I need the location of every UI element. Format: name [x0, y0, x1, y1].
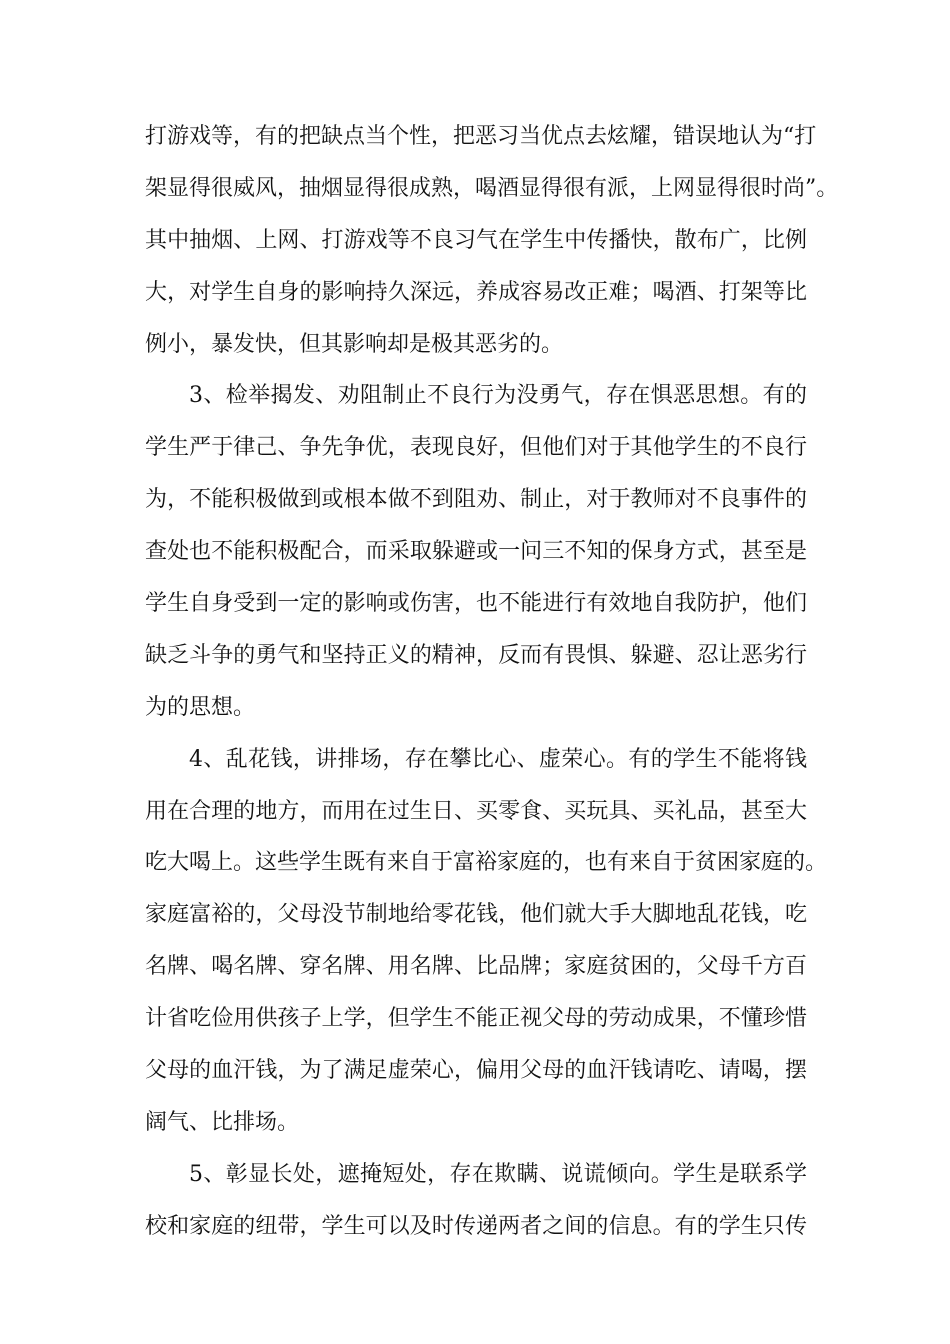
paragraph [145, 1153, 807, 1257]
text-line: 父母的血汗钱，为了满足虚荣心，偏用父母的血汗钱请吃、请喝，摆 [145, 1058, 807, 1084]
text-line: 校和家庭的纽带，学生可以及时传递两者之间的信息。有的学生只传 [145, 1213, 807, 1239]
text-line: 用在合理的地方，而用在过生日、买零食、买玩具、买礼品，甚至大 [145, 798, 807, 824]
text-line: 4、乱花钱，讲排场，存在攀比心、虚荣心。有的学生不能将钱 [189, 746, 807, 772]
text-line: 家庭富裕的，父母没节制地给零花钱，他们就大手大脚地乱花钱，吃 [145, 902, 807, 928]
text-line: 阔气、比排场。 [145, 1109, 300, 1135]
text-line: 为的思想。 [145, 694, 256, 720]
text-line: 缺乏斗争的勇气和坚持正义的精神，反而有畏惧、躲避、忍让恶劣行 [145, 642, 807, 668]
paragraph [145, 115, 839, 374]
text-line: 学生严于律己、争先争优，表现良好，但他们对于其他学生的不良行 [145, 435, 807, 461]
text-line: 为，不能积极做到或根本做不到阻劝、制止，对于教师对不良事件的 [145, 487, 807, 513]
text-line: 名牌、喝名牌、穿名牌、用名牌、比品牌；家庭贫困的，父母千方百 [145, 954, 807, 980]
text-line: 架显得很威风，抽烟显得很成熟，喝酒显得很有派，上网显得很时尚”。 [145, 175, 839, 201]
text-line: 打游戏等，有的把缺点当个性，把恶习当优点去炫耀，错误地认为“打 [145, 124, 817, 149]
text-line: 5、彰显长处，遮掩短处，存在欺瞒、说谎倾向。学生是联系学 [189, 1161, 807, 1187]
text-line: 学生自身受到一定的影响或伤害，也不能进行有效地自我防护，他们 [145, 591, 807, 617]
document-page [145, 115, 839, 1257]
text-line: 其中抽烟、上网、打游戏等不良习气在学生中传播快，散布广，比例 [145, 227, 807, 253]
text-line: 大，对学生自身的影响持久深远，养成容易改正难；喝酒、打架等比 [145, 279, 807, 305]
text-line: 例小，暴发快，但其影响却是极其恶劣的。 [145, 331, 564, 357]
text-line: 吃大喝上。这些学生既有来自于富裕家庭的，也有来自于贫困家庭的。 [145, 850, 828, 876]
text-line: 计省吃俭用供孩子上学，但学生不能正视父母的劳动成果，不懂珍惜 [145, 1006, 807, 1032]
paragraph [145, 374, 807, 737]
text-line: 查处也不能积极配合，而采取躲避或一问三不知的保身方式，甚至是 [145, 539, 807, 565]
paragraph [145, 738, 828, 1153]
text-line: 3、检举揭发、劝阻制止不良行为没勇气，存在惧恶思想。有的 [189, 383, 807, 409]
